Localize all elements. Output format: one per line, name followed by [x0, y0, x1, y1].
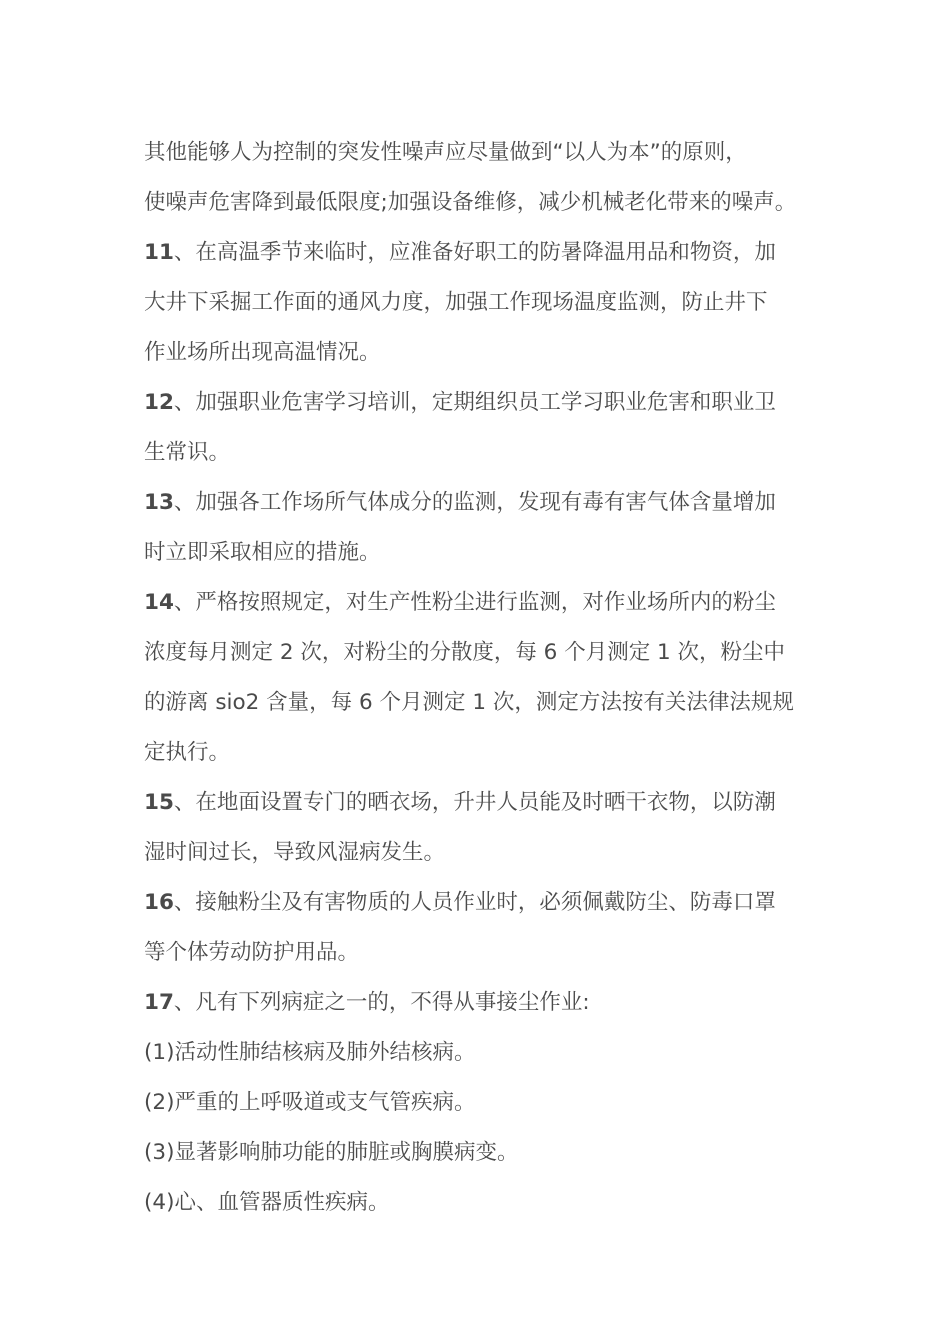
sub-item: (4)心、血管器质性疾病。	[144, 1190, 390, 1215]
item-number: 17	[144, 990, 174, 1015]
item-number: 12	[144, 390, 174, 415]
item-14-line: 浓度每月测定 2 次，对粉尘的分散度，每 6 个月测定 1 次，粉尘中	[144, 640, 786, 665]
item-14-line	[144, 578, 809, 628]
item-12-line	[144, 378, 809, 428]
item-12-line: 生常识。	[144, 440, 231, 465]
item-text: 、在地面设置专门的晒衣场，升井人员能及时晒干衣物，以防潮	[173, 790, 776, 815]
item-13-line: 时立即采取相应的措施。	[144, 540, 381, 565]
sub-item: (2)严重的上呼吸道或支气管疾病。	[144, 1090, 476, 1115]
item-text: 、加强各工作场所气体成分的监测，发现有毒有害气体含量增加	[173, 490, 776, 515]
sub-item: (3)显著影响肺功能的肺脏或胸膜病变。	[144, 1140, 519, 1165]
item-number: 14	[144, 590, 174, 615]
item-15-line: 湿时间过长，导致风湿病发生。	[144, 840, 446, 865]
item-16-line	[144, 878, 809, 928]
item-11-line: 大井下采掘工作面的通风力度，加强工作现场温度监测，防止井下	[144, 290, 768, 315]
item-14-line: 的游离 sio2 含量，每 6 个月测定 1 次，测定方法按有关法律法规规	[144, 690, 794, 715]
item-number: 11	[144, 240, 174, 265]
item-number: 13	[144, 490, 174, 515]
item-17-line	[144, 978, 809, 1028]
intro-line: 使噪声危害降到最低限度;加强设备维修，减少机械老化带来的噪声。	[144, 190, 797, 215]
item-number: 15	[144, 790, 174, 815]
item-text: 、加强职业危害学习培训，定期组织员工学习职业危害和职业卫	[173, 390, 776, 415]
item-11-line: 作业场所出现高温情况。	[144, 340, 381, 365]
item-number: 16	[144, 890, 174, 915]
sub-item: (1)活动性肺结核病及肺外结核病。	[144, 1040, 476, 1065]
item-15-line	[144, 778, 809, 828]
item-text: 、凡有下列病症之一的，不得从事接尘作业:	[173, 990, 590, 1015]
item-16-line: 等个体劳动防护用品。	[144, 940, 360, 965]
item-13-line	[144, 478, 809, 528]
item-11-line	[144, 228, 809, 278]
item-14-line: 定执行。	[144, 740, 231, 765]
item-text: 、严格按照规定，对生产性粉尘进行监测，对作业场所内的粉尘	[173, 590, 776, 615]
item-text: 、在高温季节来临时，应准备好职工的防暑降温用品和物资，加	[173, 240, 776, 265]
intro-line: 其他能够人为控制的突发性噪声应尽量做到“以人为本”的原则，	[144, 140, 747, 165]
document-body	[144, 128, 809, 1228]
item-text: 、接触粉尘及有害物质的人员作业时，必须佩戴防尘、防毒口罩	[173, 890, 776, 915]
